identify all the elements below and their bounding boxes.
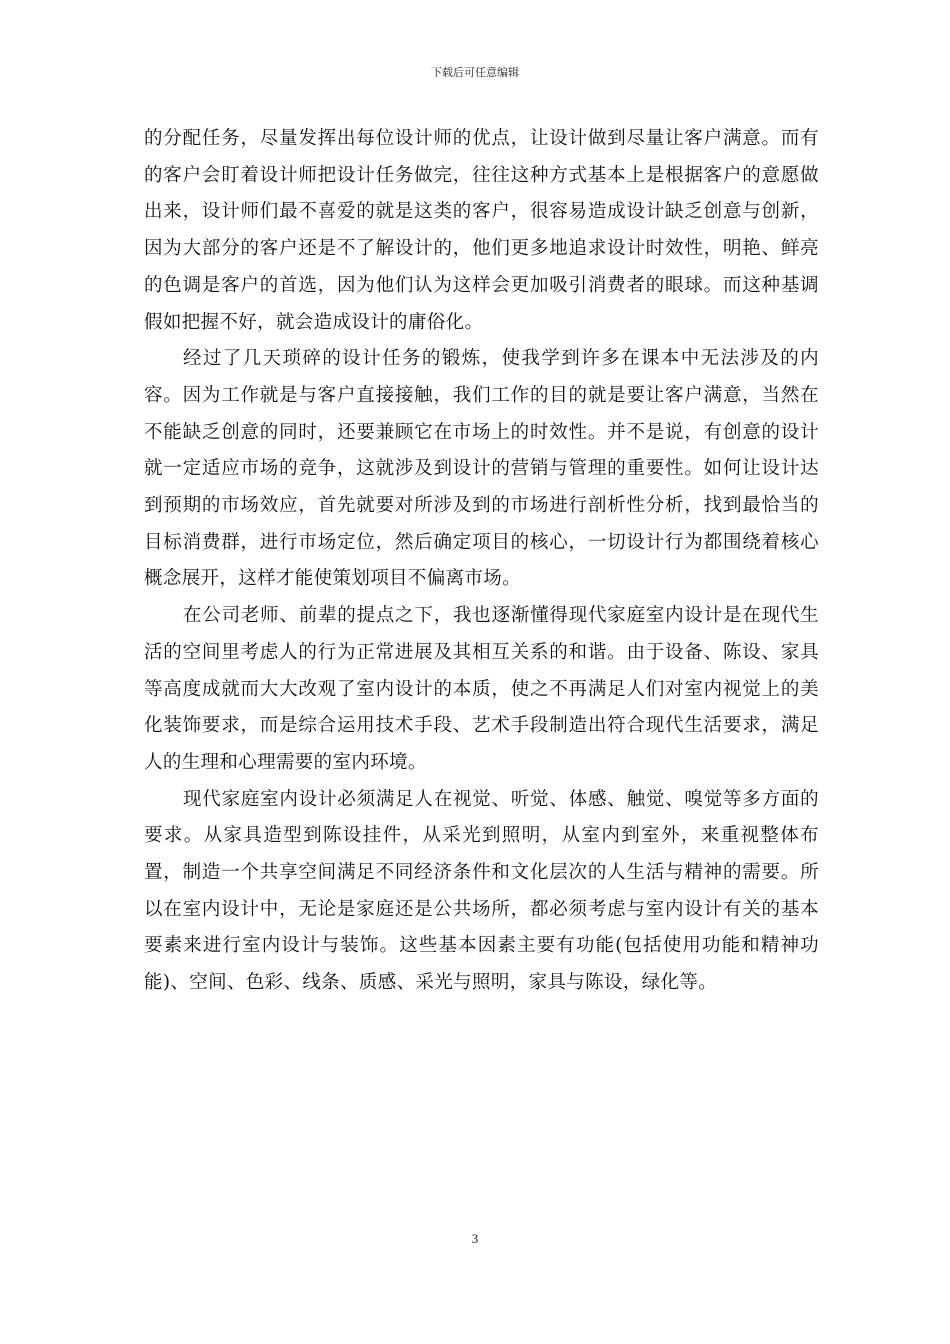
paragraph-3: 在公司老师、前辈的提点之下，我也逐渐懂得现代家庭室内设计是在现代生活的空间里考虑人的行为正常进展及其相互关系的和谐。由于设备、陈设、家具等高度成就而大大改观了室内设计的本质，使之不再满足人们对室内视觉上的美化装饰要求，而是综合运用技术手段、艺术手段制造出符合现代生活要求，满足人的生理和心理需要的室内环境。 <box>144 605 819 773</box>
paragraph-2: 经过了几天琐碎的设计任务的锻炼，使我学到许多在课本中无法涉及的内容。因为工作就是与客户直接接触，我们工作的目的就是要让客户满意，当然在不能缺乏创意的同时，还要兼顾它在市场上的时效性。并不是说，有创意的设计就一定适应市场的竞争，这就涉及到设计的营销与管理的重要性。如何让设计达到预期的市场效应，首先就要对所涉及到的市场进行剖析性分析，找到最恰当的目标消费群，进行市场定位，然后确定项目的核心，一切设计行为都围绕着核心概念展开，这样才能使策划项目不偏离市场。 <box>144 348 819 590</box>
page-number: 3 <box>471 1231 479 1246</box>
paragraph-1: 的分配任务，尽量发挥出每位设计师的优点，让设计做到尽量让客户满意。而有的客户会盯着设计师把设计任务做完，往往这种方式基本上是根据客户的意愿做出来，设计师们最不喜爱的就是这类的客户，很容易造成设计缺乏创意与创新，因为大部分的客户还是不了解设计的，他们更多地追求设计时效性，明艳、鲜亮的色调是客户的首选，因为他们认为这样会更加吸引消费者的眼球。而这种基调假如把握不好，就会造成设计的庸俗化。 <box>144 128 819 333</box>
document-body <box>144 121 819 1002</box>
page-header: 下载后可任意编辑 <box>431 66 519 79</box>
paragraph-4: 现代家庭室内设计必须满足人在视觉、听觉、体感、触觉、嗅觉等多方面的要求。从家具造型到陈设挂件，从采光到照明，从室内到室外，来重视整体布置，制造一个共享空间满足不同经济条件和文化层次的人生活与精神的需要。所以在室内设计中，无论是家庭还是公共场所，都必须考虑与室内设计有关的基本要素来进行室内设计与装饰。这些基本因素主要有功能(包括使用功能和精神功能)、空间、色彩、线条、质感、采光与照明，家具与陈设，绿化等。 <box>144 788 819 994</box>
